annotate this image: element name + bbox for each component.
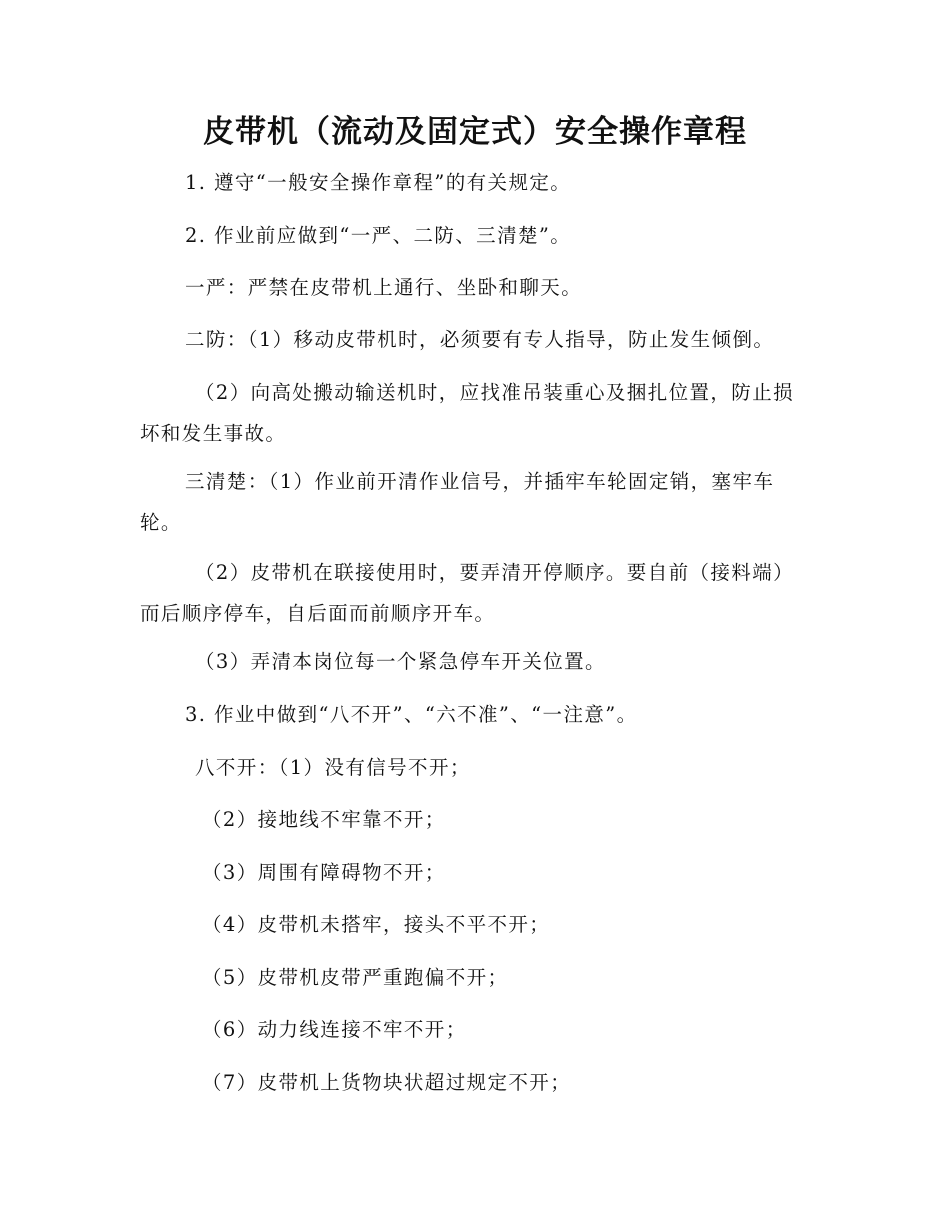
paragraph-ba-bu-kai-5: （5）皮带机皮带严重跑偏不开； [202, 966, 509, 989]
paragraph-ba-bu-kai-2: （2）接地线不牢靠不开； [202, 808, 446, 831]
paragraph-rule-2: 2. 作业前应做到“一严、二防、三清楚”。 [185, 224, 572, 247]
paragraph-ba-bu-kai-7: （7）皮带机上货物块状超过规定不开； [202, 1071, 572, 1094]
paragraph-rule-1: 1. 遵守“一般安全操作章程”的有关规定。 [185, 171, 572, 194]
paragraph-er-fang-1: 二防：（1）移动皮带机时，必须要有专人指导，防止发生倾倒。 [185, 328, 775, 351]
paragraph-ba-bu-kai-3: （3）周围有障碍物不开； [202, 861, 446, 884]
paragraph-ba-bu-kai-4: （4）皮带机未搭牢，接头不平不开； [202, 913, 551, 936]
document-title: 皮带机（流动及固定式）安全操作章程 [203, 114, 747, 150]
paragraph-er-fang-2: （2）向高处搬动输送机时，应找准吊装重心及捆扎位置，防止损坏和发生事故。 [140, 381, 795, 445]
paragraph-yi-yan: 一严：严禁在皮带机上通行、坐卧和聊天。 [185, 276, 583, 299]
paragraph-rule-3: 3. 作业中做到“八不开”、“六不准”、“一注意”。 [185, 703, 638, 726]
paragraph-san-qingchu-1: 三清楚：（1）作业前开清作业信号，并插牢车轮固定销，塞牢车轮。 [140, 470, 775, 534]
paragraph-ba-bu-kai-6: （6）动力线连接不牢不开； [202, 1018, 467, 1041]
paragraph-ba-bu-kai-1: 八不开：（1）没有信号不开； [195, 756, 471, 779]
paragraph-san-qingchu-2: （2）皮带机在联接使用时，要弄清开停顺序。要自前（接料端）而后顺序停车，自后面而前顺序开车。 [140, 561, 795, 625]
paragraph-san-qingchu-3: （3）弄清本岗位每一个紧急停车开关位置。 [195, 650, 606, 673]
